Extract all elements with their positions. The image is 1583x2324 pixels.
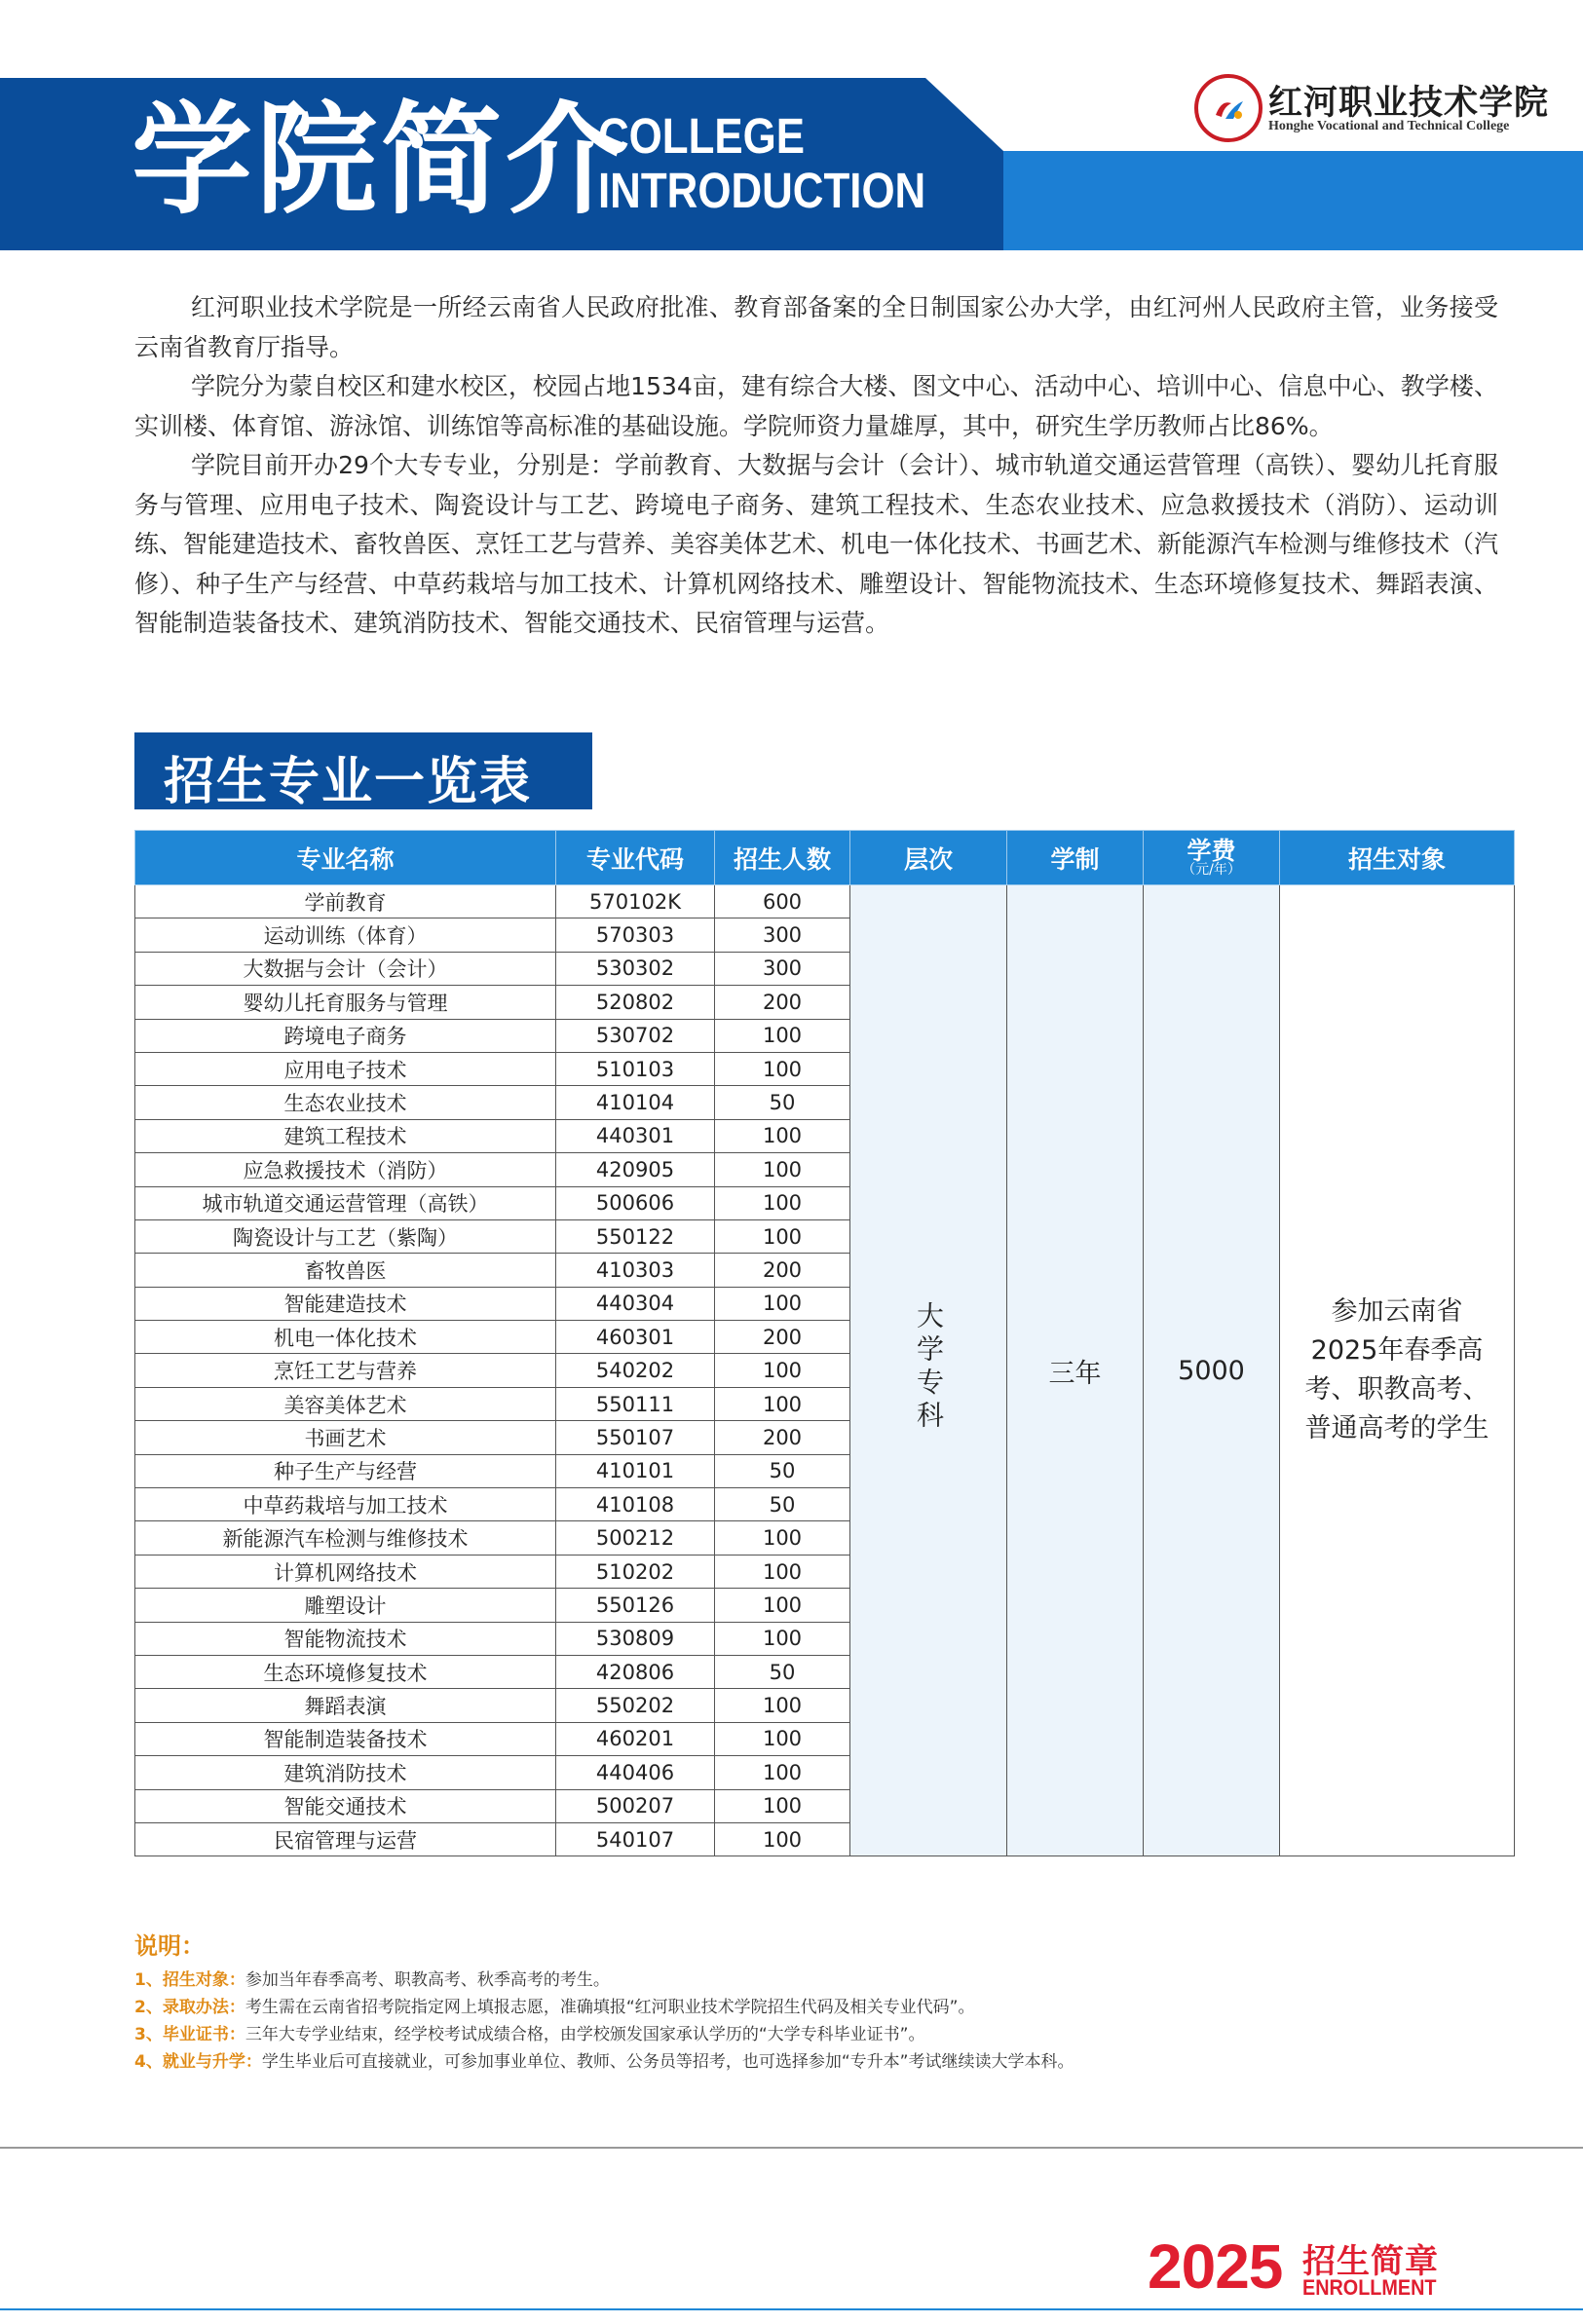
major-quota-cell: 50 [715, 1086, 850, 1119]
major-name-cell: 舞蹈表演 [135, 1689, 556, 1722]
major-name-cell: 民宿管理与运营 [135, 1822, 556, 1855]
major-name-cell: 婴幼儿托育服务与管理 [135, 986, 556, 1019]
major-quota-cell: 100 [715, 1789, 850, 1822]
intro-paragraph: 红河职业技术学院是一所经云南省人民政府批准、教育部备案的全日制国家公办大学，由红河州人民政府主管，业务接受云南省教育厅指导。 [134, 293, 1498, 361]
major-code-cell: 500606 [556, 1186, 715, 1219]
footer-bar [0, 2308, 1583, 2310]
major-quota-cell: 100 [715, 1387, 850, 1420]
major-quota-cell: 200 [715, 1321, 850, 1354]
major-code-cell: 570102K [556, 885, 715, 918]
major-quota-cell: 100 [715, 1756, 850, 1789]
major-code-cell: 550126 [556, 1589, 715, 1622]
header-fee-unit: （元/年） [1182, 861, 1241, 878]
major-quota-cell: 100 [715, 1219, 850, 1253]
major-name-cell: 智能建造技术 [135, 1287, 556, 1320]
major-name-cell: 书画艺术 [135, 1421, 556, 1454]
table-body [135, 885, 1515, 1856]
page-title-cn: 学院简介 [132, 91, 631, 231]
major-name-cell: 畜牧兽医 [135, 1254, 556, 1287]
note-text: 参加当年春季高考、职教高考、秋季高考的考生。 [245, 1970, 610, 1990]
major-name-cell: 中草药栽培与加工技术 [135, 1488, 556, 1521]
major-code-cell: 440301 [556, 1119, 715, 1152]
major-name-cell: 机电一体化技术 [135, 1321, 556, 1354]
major-name-cell: 智能制造装备技术 [135, 1722, 556, 1755]
level-cell [850, 885, 1007, 1856]
major-quota-cell: 300 [715, 918, 850, 952]
target-cell: 参加云南省2025年春季高考、职教高考、普通高考的学生 [1280, 885, 1515, 1856]
section-title: 招生专业一览表 [164, 753, 533, 811]
major-code-cell: 550202 [556, 1689, 715, 1722]
major-code-cell: 550111 [556, 1387, 715, 1420]
school-name-cn: 红河职业技术学院 [1268, 83, 1550, 123]
footer-year: 2025 [1148, 2231, 1283, 2302]
major-quota-cell: 100 [715, 1052, 850, 1085]
major-name-cell: 种子生产与经营 [135, 1454, 556, 1487]
major-name-cell: 运动训练（体育） [135, 918, 556, 952]
intro-paragraph: 学院分为蒙自校区和建水校区，校园占地1534亩，建有综合大楼、图文中心、活动中心、培训中心、信息中心、教学楼、实训楼、体育馆、游泳馆、训练馆等高标准的基础设施。学院师资力量雄厚，其中，研究生学历教师占比86%。 [134, 372, 1498, 440]
table-row [135, 885, 1515, 918]
intro-paragraph: 学院目前开办29个大专专业，分别是：学前教育、大数据与会计（会计）、城市轨道交通运营管理（高铁）、婴幼儿托育服务与管理、应用电子技术、陶瓷设计与工艺、跨境电子商务、建筑工程技术、生态农业技术、应急救援技术（消防）、运动训练、智能建造技术、畜牧兽医、烹饪工艺与营养、美容美体艺术、机电一体化技术、书画艺术、新能源汽车检测与维修技术（汽修）、种子生产与经营、中草药栽培与加工技术、计算机网络技术、雕塑设计、智能物流技术、生态环境修复技术、舞蹈表演、智能制造装备技术、建筑消防技术、智能交通技术、民宿管理与运营。 [134, 451, 1499, 637]
major-quota-cell: 100 [715, 1622, 850, 1655]
college-logo-icon [1194, 74, 1263, 142]
major-quota-cell: 300 [715, 952, 850, 985]
major-name-cell: 烹饪工艺与营养 [135, 1354, 556, 1387]
major-quota-cell: 200 [715, 1421, 850, 1454]
major-quota-cell: 100 [715, 1689, 850, 1722]
major-quota-cell: 100 [715, 1119, 850, 1152]
school-name-en: Honghe Vocational and Technical College [1268, 119, 1510, 133]
header-fee-label: 学费 [1187, 836, 1236, 865]
major-quota-cell: 200 [715, 1254, 850, 1287]
notes-title: 说明： [134, 1932, 205, 1960]
footer-title-cn: 招生简章 [1302, 2242, 1439, 2281]
major-name-cell: 大数据与会计（会计） [135, 952, 556, 985]
major-name-cell: 计算机网络技术 [135, 1555, 556, 1588]
majors-table [134, 830, 1515, 1856]
major-quota-cell: 200 [715, 986, 850, 1019]
major-quota-cell: 100 [715, 1186, 850, 1219]
page-title-en [598, 109, 925, 218]
major-code-cell: 410303 [556, 1254, 715, 1287]
major-name-cell: 雕塑设计 [135, 1589, 556, 1622]
section-title-box [134, 732, 592, 809]
major-code-cell: 410101 [556, 1454, 715, 1487]
page-title-en-line2: INTRODUCTION [598, 163, 926, 218]
major-code-cell: 440406 [556, 1756, 715, 1789]
major-name-cell: 应急救援技术（消防） [135, 1153, 556, 1186]
note-label: 1、招生对象： [134, 1970, 245, 1990]
major-name-cell: 城市轨道交通运营管理（高铁） [135, 1186, 556, 1219]
notes-section [134, 1927, 1498, 2076]
duration-cell: 三年 [1007, 885, 1144, 1856]
major-quota-cell: 100 [715, 1287, 850, 1320]
fee-cell: 5000 [1144, 885, 1280, 1856]
header-code: 专业代码 [556, 831, 715, 885]
table-header-row [135, 831, 1515, 885]
major-quota-cell: 100 [715, 1555, 850, 1588]
major-name-cell: 跨境电子商务 [135, 1019, 556, 1052]
note-text: 考生需在云南省招考院指定网上填报志愿，准确填报“红河职业技术学院招生代码及相关专业代码”。 [245, 1998, 975, 2017]
note-text: 学生毕业后可直接就业，可参加事业单位、教师、公务员等招考，也可选择参加“专升本”考试继续读大学本科。 [261, 2052, 1074, 2072]
major-code-cell: 540202 [556, 1354, 715, 1387]
header-fee [1144, 831, 1280, 885]
divider [0, 2147, 1583, 2149]
header-name: 专业名称 [135, 831, 556, 885]
major-code-cell: 460301 [556, 1321, 715, 1354]
header-duration: 学制 [1007, 831, 1144, 885]
note-item [134, 1994, 1498, 2021]
major-name-cell: 应用电子技术 [135, 1052, 556, 1085]
header-target: 招生对象 [1280, 831, 1515, 885]
major-code-cell: 520802 [556, 986, 715, 1019]
header-quota: 招生人数 [715, 831, 850, 885]
major-quota-cell: 100 [715, 1589, 850, 1622]
note-label: 4、就业与升学： [134, 2052, 262, 2072]
page-title-en-line1: COLLEGE [598, 108, 806, 164]
major-code-cell: 510202 [556, 1555, 715, 1588]
major-quota-cell: 50 [715, 1488, 850, 1521]
major-quota-cell: 100 [715, 1354, 850, 1387]
footer-title-en: ENROLLMENT [1302, 2275, 1437, 2300]
major-quota-cell: 50 [715, 1655, 850, 1688]
note-item [134, 1967, 1498, 1994]
major-code-cell: 530702 [556, 1019, 715, 1052]
major-code-cell: 510103 [556, 1052, 715, 1085]
major-name-cell: 陶瓷设计与工艺（紫陶） [135, 1219, 556, 1253]
intro-text [134, 288, 1498, 644]
major-code-cell: 570303 [556, 918, 715, 952]
major-name-cell: 生态环境修复技术 [135, 1655, 556, 1688]
major-quota-cell: 50 [715, 1454, 850, 1487]
major-code-cell: 540107 [556, 1822, 715, 1855]
major-code-cell: 530302 [556, 952, 715, 985]
major-code-cell: 500212 [556, 1521, 715, 1555]
major-code-cell: 440304 [556, 1287, 715, 1320]
major-code-cell: 550107 [556, 1421, 715, 1454]
major-code-cell: 500207 [556, 1789, 715, 1822]
college-emblem-icon [1212, 94, 1247, 123]
major-name-cell: 智能物流技术 [135, 1622, 556, 1655]
major-name-cell: 生态农业技术 [135, 1086, 556, 1119]
major-quota-cell: 100 [715, 1521, 850, 1555]
header-level: 层次 [850, 831, 1007, 885]
major-quota-cell: 100 [715, 1019, 850, 1052]
major-name-cell: 美容美体艺术 [135, 1387, 556, 1420]
note-item [134, 2048, 1498, 2076]
major-name-cell: 建筑消防技术 [135, 1756, 556, 1789]
level-text: 大学专科 [913, 1300, 945, 1434]
major-name-cell: 建筑工程技术 [135, 1119, 556, 1152]
major-code-cell: 420905 [556, 1153, 715, 1186]
major-code-cell: 460201 [556, 1722, 715, 1755]
major-name-cell: 智能交通技术 [135, 1789, 556, 1822]
major-quota-cell: 100 [715, 1153, 850, 1186]
major-name-cell: 学前教育 [135, 885, 556, 918]
major-quota-cell: 600 [715, 885, 850, 918]
note-item [134, 2021, 1498, 2048]
major-code-cell: 410108 [556, 1488, 715, 1521]
note-label: 2、录取办法： [134, 1998, 245, 2017]
major-code-cell: 550122 [556, 1219, 715, 1253]
major-code-cell: 530809 [556, 1622, 715, 1655]
major-name-cell: 新能源汽车检测与维修技术 [135, 1521, 556, 1555]
note-label: 3、毕业证书： [134, 2025, 245, 2044]
note-text: 三年大专学业结束，经学校考试成绩合格，由学校颁发国家承认学历的“大学专科毕业证书”。 [245, 2025, 925, 2044]
major-code-cell: 410104 [556, 1086, 715, 1119]
major-quota-cell: 100 [715, 1722, 850, 1755]
major-quota-cell: 100 [715, 1822, 850, 1855]
major-code-cell: 420806 [556, 1655, 715, 1688]
